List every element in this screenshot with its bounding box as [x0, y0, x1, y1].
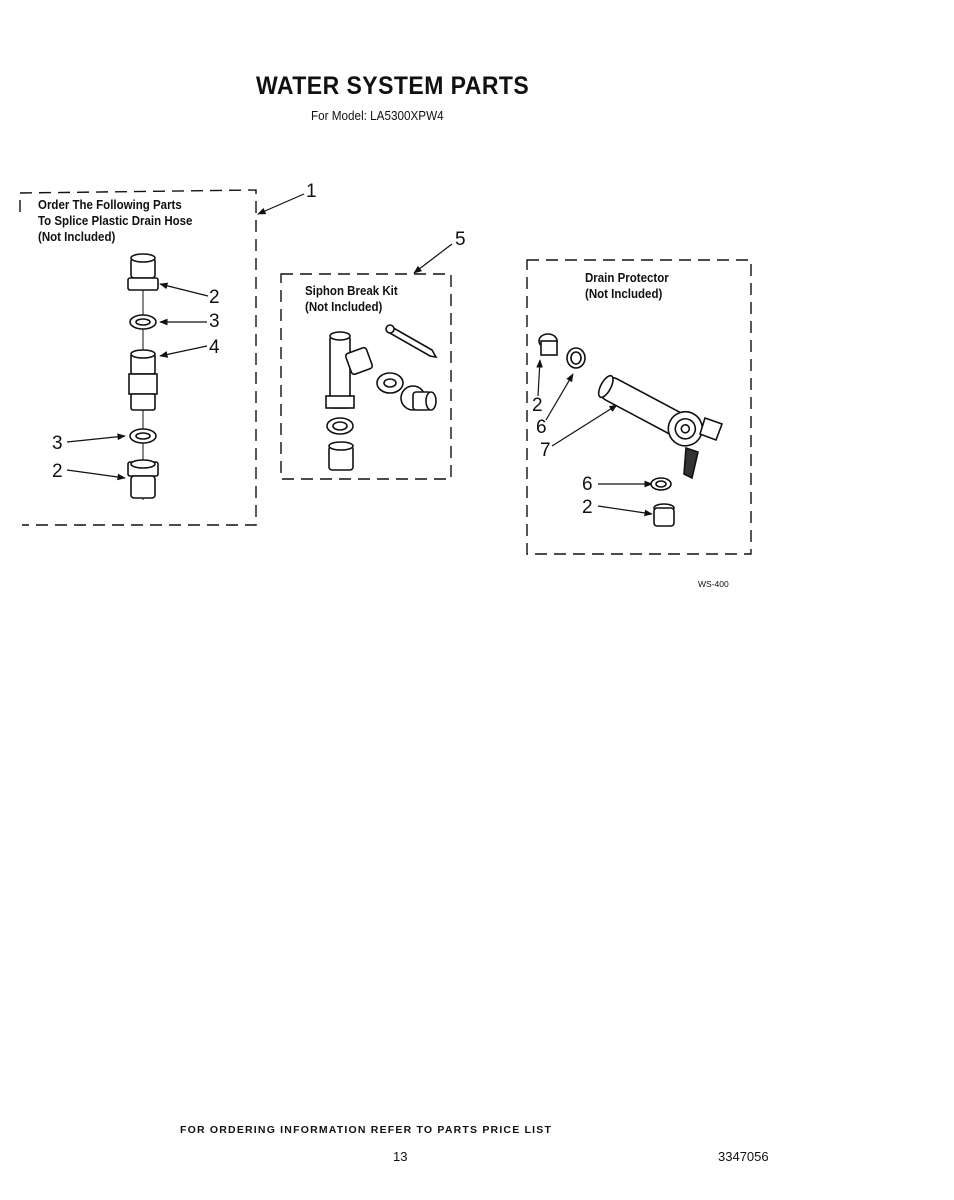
drain-label-line-2: (Not Included)	[585, 287, 663, 301]
document-number: 3347056	[718, 1149, 769, 1164]
nut-bottom	[130, 429, 156, 443]
leader-3-bottom	[67, 436, 125, 442]
splice-parts	[128, 254, 158, 500]
splice-label-line-3: (Not Included)	[38, 230, 116, 244]
drain-adapter-top	[539, 334, 557, 355]
callout-2-top: 2	[209, 287, 220, 308]
callout-5: 5	[455, 229, 466, 250]
drain-callout-2-top: 2	[532, 395, 543, 416]
siphon-tee	[326, 332, 373, 408]
siphon-nut	[377, 373, 403, 393]
siphon-parts	[326, 325, 436, 470]
drain-leader-6	[546, 374, 573, 420]
callout-3-top: 3	[209, 311, 220, 332]
drain-ring-top	[567, 348, 585, 368]
callout-3-bottom: 3	[52, 433, 63, 454]
drain-adapter-bottom	[654, 504, 674, 526]
model-subtitle: For Model: LA5300XPW4	[311, 108, 444, 123]
siphon-label-line-2: (Not Included)	[305, 300, 383, 314]
drain-callout-6-top: 6	[536, 417, 547, 438]
siphon-label-line-1: Siphon Break Kit	[305, 284, 398, 298]
splice-label-line-1: Order The Following Parts	[38, 198, 182, 212]
siphon-box	[281, 274, 451, 479]
drain-parts	[539, 334, 722, 526]
callout-4: 4	[209, 337, 220, 358]
adapter-top	[128, 254, 158, 290]
siphon-bottom-adapter	[329, 442, 353, 470]
adapter-bottom	[128, 460, 158, 498]
coupler	[129, 350, 157, 410]
page-number: 13	[393, 1149, 408, 1164]
callout-1: 1	[306, 181, 317, 202]
leader-5	[414, 244, 452, 273]
drain-body	[593, 369, 708, 452]
siphon-bottom-nut	[327, 418, 353, 434]
leader-1	[258, 194, 304, 214]
drain-callout-7: 7	[540, 440, 551, 461]
clamp-tie	[386, 325, 436, 357]
siphon-adapter	[401, 386, 436, 410]
drain-label-line-1: Drain Protector	[585, 271, 669, 285]
page-title: WATER SYSTEM PARTS	[256, 72, 530, 100]
drain-leader-2	[538, 360, 540, 396]
drain-leader-2-bottom	[598, 506, 652, 514]
callout-2-bottom: 2	[52, 461, 63, 482]
drain-ring-bottom	[651, 478, 671, 490]
splice-label-line-2: To Splice Plastic Drain Hose	[38, 214, 193, 228]
drain-leader-7	[552, 405, 617, 446]
nut-top	[130, 315, 156, 329]
ordering-note: FOR ORDERING INFORMATION REFER TO PARTS PRICE LIST	[180, 1124, 553, 1136]
leader-2-top	[160, 284, 208, 296]
drain-callout-6-bottom: 6	[582, 474, 593, 495]
diagram-code: WS-400	[698, 579, 729, 589]
drain-callout-2-bottom: 2	[582, 497, 593, 518]
leader-2-bottom	[67, 470, 125, 478]
leader-4	[160, 346, 207, 356]
